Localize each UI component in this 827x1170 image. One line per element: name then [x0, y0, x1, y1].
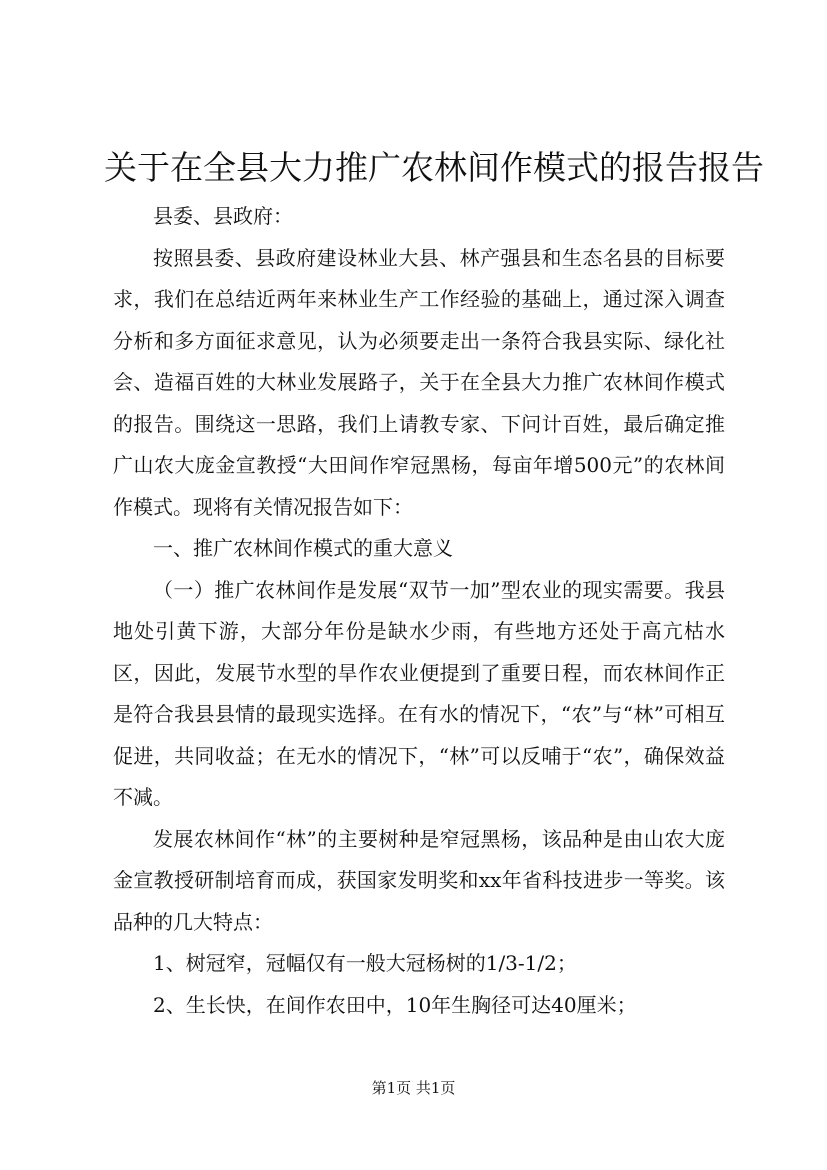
page-footer: 第1页 共1页 [371, 1079, 456, 1097]
paragraph-subsection-1: （一）推广农林间作是发展“双节一加”型农业的现实需要。我县地处引黄下游，大部分年份是缺水少雨，有些地方还处于高亢枯水区，因此，发展节水型的旱作农业便提到了重要日程，而农林间作正是符合我县县情的最现实选择。在有水的情况下，“农”与“林”可相互促进，共同收益；在无水的情况下，“林”可以反哺于“农”，确保效益不减。 [113, 577, 725, 809]
paragraph-tree-species: 发展农林间作“林”的主要树种是窄冠黑杨，该品种是由山农大庞金宣教授研制培育而成，获国家发明奖和xx年省科技进步一等奖。该品种的几大特点： [113, 826, 725, 934]
section-heading-1: 一、推广农林间作模式的重大意义 [153, 536, 453, 560]
list-item: 2、生长快，在间作农田中，10年生胸径可达40厘米； [153, 992, 637, 1017]
paragraph-intro: 按照县委、县政府建设林业大县、林产强县和生态名县的目标要求，我们在总结近两年来林业生产工作经验的基础上，通过深入调查分析和多方面征求意见，认为必须要走出一条符合我县实际、绿化社会、造福百姓的大林业发展路子，关于在全县大力推广农林间作模式的报告。围绕这一思路，我们上请教专家、下问计百姓，最后确定推广山农大庞金宣教授“大田间作窄冠黑杨，每亩年增500元”的农林间作模式。现将有关情况报告如下： [113, 245, 725, 519]
document-title: 关于在全县大力推广农林间作模式的报告报告 [104, 148, 764, 187]
list-item: 1、树冠窄，冠幅仅有一般大冠杨树的1/3-1/2； [153, 951, 577, 975]
salutation: 县委、县政府： [153, 204, 293, 228]
document-body [113, 196, 725, 1026]
